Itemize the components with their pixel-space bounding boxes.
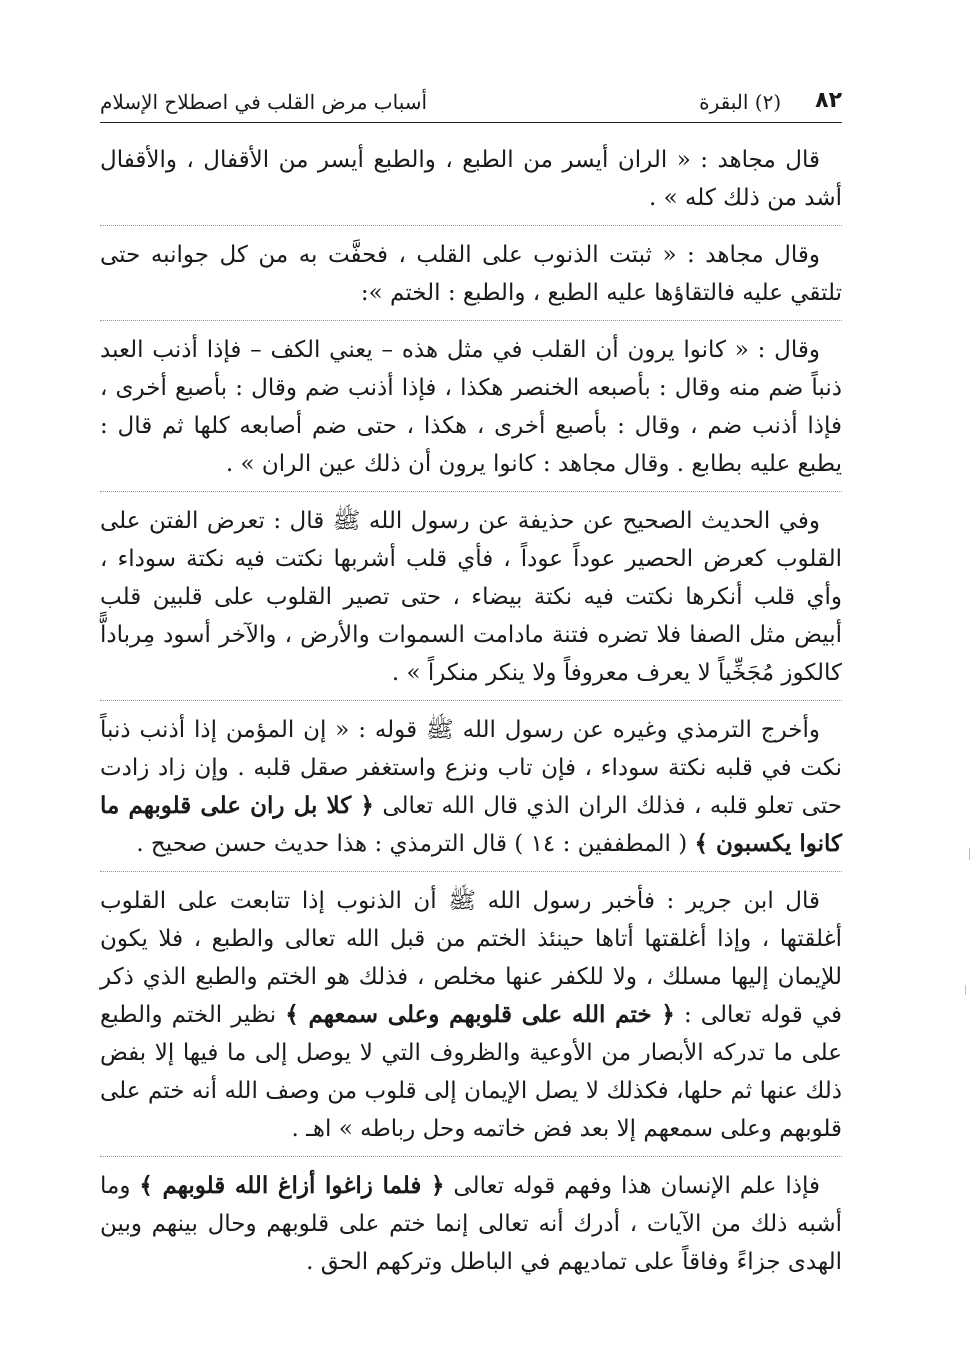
book-page (100, 80, 842, 1299)
paragraph-text: وقال : « كانوا يرون أن القلب في مثل هذه – يعني الكف – فإذا أذنب العبد ذنباً ضم منه وقال : بأصبعه الخنصر هكذا ، فإذا أذنب ضم وقال : بأصبع أخرى ، فإذا أذنب ضم ، وقال : بأصبع أخرى ، هكذا ، حتى ضم أصابعه كلها ثم قال : يطبع عليه بطابع . وقال مجاهد : كانوا يرون أن ذلك عين الران » . (100, 337, 842, 477)
paragraph-1 (100, 141, 842, 226)
running-title: أسباب مرض القلب في اصطلاح الإسلام (100, 90, 428, 114)
quran-verse: ﴿ كلا بل ران على قلوبهم ما كانوا يكسبون ﴾ (100, 792, 842, 857)
page-number: ٨٢ (815, 87, 842, 113)
paragraph-text: وأخرج الترمذي وغيره عن رسول الله ﷺ قوله : « إن المؤمن إذا أذنب ذنباً نكت في قلبه نكتة سوداء ، فإن تاب ونزع واستغفر صقل قلبه . وإن زاد زادت حتى تعلو قلبه ، فذلك الران الذي قال الله تعالى (100, 717, 842, 819)
paragraph-text: وفي الحديث الصحيح عن حذيفة عن رسول الله ﷺ قال : تعرض الفتن على القلوب كعرض الحصير عوداً عوداً ، فأي قلب أشربها نكتت فيه نكتة سوداء ، وأي قلب أنكرها نكتت فيه نكتة بيضاء ، حتى تصير القلوب على قلبين قلب أبيض مثل الصفا فلا تضره فتنة مادامت السموات والأرض ، والآخر أسود مِرباداًّ كالكوز مُجَخِّياً لا يعرف معروفاً ولا ينكر منكراً » . (100, 508, 842, 686)
paragraph-text: وما أشبه ذلك من الآيات ، أدرك أنه تعالى إنما ختم على قلوبهم وحال بينهم وبين الهدى جزاءً وفاقاً على تماديهم في الباطل وتركهم الحق . (100, 1173, 842, 1275)
paragraph-text: ( المطففين : ١٤ ) قال الترمذي : هذا حديث حسن صحيح . (136, 831, 688, 857)
page-header (100, 80, 842, 122)
quran-verse: ﴿ ختم الله على قلوبهم وعلى سمعهم ﴾ (285, 1001, 675, 1028)
header-rule (100, 122, 842, 123)
paragraph-7 (100, 1167, 842, 1289)
paragraph-text: قال ابن جرير : فأخبر رسول الله ﷺ أن الذنوب إذا تتابعت على القلوب أغلقتها ، وإذا أغلقتها أتاها حينئذ الختم من قبل الله تعالى والطبع ، فلا يكون للإيمان إليها مسلك ، ولا للكفر عنها مخلص ، فذلك هو الختم والطبع الذي ذكر في قوله تعالى : (100, 888, 842, 1028)
paragraph-text: فإذا علم الإنسان هذا وفهم قوله تعالى (453, 1173, 820, 1199)
paragraph-2 (100, 236, 842, 321)
paragraph-6 (100, 882, 842, 1157)
paragraph-text: قال مجاهد : « الران أيسر من الطبع ، والطبع أيسر من الأقفال ، والأقفال أشد من ذلك كله » . (100, 147, 842, 211)
surah-label: (٢) البقرة (699, 90, 782, 114)
paragraph-text: وقال مجاهد : « ثبتت الذنوب على القلب ، فحفَّت به من كل جوانبه حتى تلتقي عليه فالتقاؤها عليه الطبع ، والطبع : الختم »: (100, 242, 842, 306)
scan-margin-mark (969, 848, 970, 860)
quran-verse: ﴿ فلما زاغوا أزاغ الله قلوبهم ﴾ (139, 1172, 445, 1199)
paragraph-5 (100, 711, 842, 872)
paragraph-4 (100, 502, 842, 701)
scan-margin-mark (965, 985, 966, 995)
paragraph-text: نظير الختم والطبع على ما تدركه الأبصار من الأوعية والظروف التي لا يوصل إلى ما فيها إلا بفض ذلك عنها ثم حلها، فكذلك لا يصل الإيمان إلى قلوب من وصف الله أنه ختم على قلوبهم وعلى سمعهم إلا بعد فض خاتمه وحل رباطه » اهـ . (100, 1002, 842, 1142)
paragraph-3 (100, 331, 842, 492)
